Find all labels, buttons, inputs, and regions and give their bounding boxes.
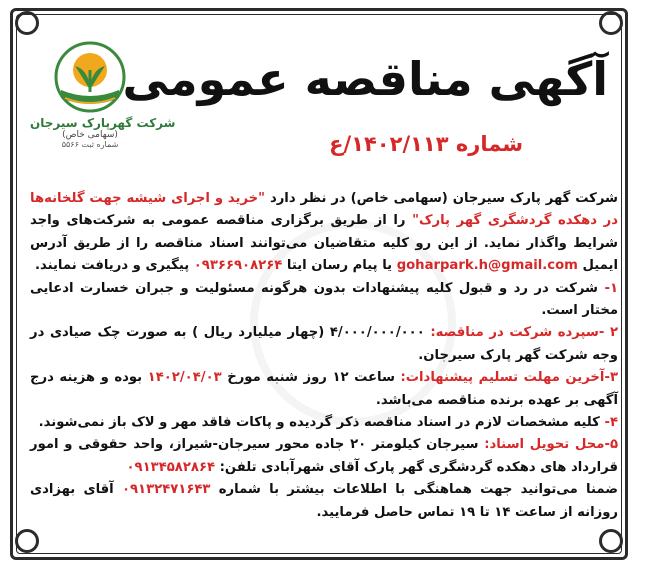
item-text: سیرجان کیلومتر ۲۰ جاده محور سیرجان-شیراز، واحد حقوقی و امور قرارداد های دهکده گردشگری گهر پارک آقای شهرآبادی تلفن: <box>30 437 618 475</box>
footer-text: ضمنا می‌توانید جهت هماهنگی با اطلاعات بیشتر با شماره <box>210 482 618 498</box>
list-item <box>30 367 618 412</box>
item-number: ۴- <box>604 415 618 431</box>
list-item <box>30 322 618 367</box>
notice-body <box>30 188 618 524</box>
item-label: آخرین مهلت تسلیم پیشنهادات: <box>400 370 605 386</box>
plant-logo-icon <box>53 40 127 114</box>
item-number: ۲ - <box>598 325 619 341</box>
notice-title: آگهی مناقصه عمومی <box>122 52 608 106</box>
footer-text: آقای بهزادی روزانه از ساعت ۱۴ تا ۱۹ تماس حاصل فرمایید. <box>30 482 618 520</box>
item-label: محل تحویل اسناد: <box>484 437 605 453</box>
deadline-date: ۱۴۰۲/۰۴/۰۳ <box>147 370 222 386</box>
intro-text: پیگیری و دریافت نمایند. <box>34 258 194 274</box>
item-label: سپرده شرکت در مناقصه: <box>430 325 599 341</box>
intro-text: شرکت گهر پارک سیرجان (سهامی خاص) در نظر دارد <box>265 191 618 206</box>
coordination-phone[interactable]: ۰۹۱۳۲۴۷۱۶۴۳ <box>121 482 211 498</box>
eitaa-phone[interactable]: ۰۹۳۶۶۹۰۸۲۶۴ <box>193 258 283 274</box>
list-item <box>30 434 618 479</box>
item-text: ۴/۰۰۰/۰۰۰/۰۰۰ (چهار میلیارد ریال ) به صورت چک صیادی در وجه شرکت گهر پارک سیرجان. <box>30 325 618 363</box>
delivery-phone[interactable]: ۰۹۱۳۴۵۸۲۸۶۴ <box>126 459 216 475</box>
list-item <box>30 412 618 434</box>
notice-number: شماره ۱۴۰۲/۱۱۳/ع <box>329 132 523 156</box>
item-text: کلیه مشخصات لازم در اسناد مناقصه ذکر گردیده و پاکات فاقد مهر و لاک باز نمی‌شوند. <box>38 415 605 431</box>
intro-text: را از طریق برگزاری مناقصه عمومی به شرکت‌های واجد شرایط واگذار نماید. از این رو کلیه متقاضیان می‌توانند اسناد مناقصه را از طریق آدرس ایمیل <box>30 213 618 274</box>
item-number: ۵- <box>604 437 618 453</box>
item-number: ۱- <box>604 280 618 296</box>
list-item <box>30 278 618 323</box>
item-text: ساعت ۱۲ روز شنبه مورخ <box>221 370 401 386</box>
contact-email[interactable]: goharpark.h@gmail.com <box>396 258 578 274</box>
logo-company-name: شرکت گهرپارک سیرجان <box>30 116 176 130</box>
item-text: بوده و هزینه درج آگهی بر عهده برنده مناقصه می‌باشد. <box>30 370 618 408</box>
logo-company-type: (سهامی خاص) <box>62 130 118 140</box>
item-number: ۳- <box>604 370 618 386</box>
logo-registration: شماره ثبت ۵۵۶۶ <box>61 140 119 149</box>
item-text: شرکت در رد و قبول کلیه پیشنهادات بدون هرگونه مسئولیت و جبران خسارت ادعایی مختار است. <box>30 280 618 319</box>
footer-paragraph <box>30 479 618 524</box>
intro-paragraph <box>30 188 618 278</box>
tender-subject: "خرید و اجرای شیشه جهت گلخانه‌ها در دهکده گردشگری گهر پارک" <box>30 191 618 229</box>
intro-text: یا پیام رسان ایتا <box>282 258 397 274</box>
